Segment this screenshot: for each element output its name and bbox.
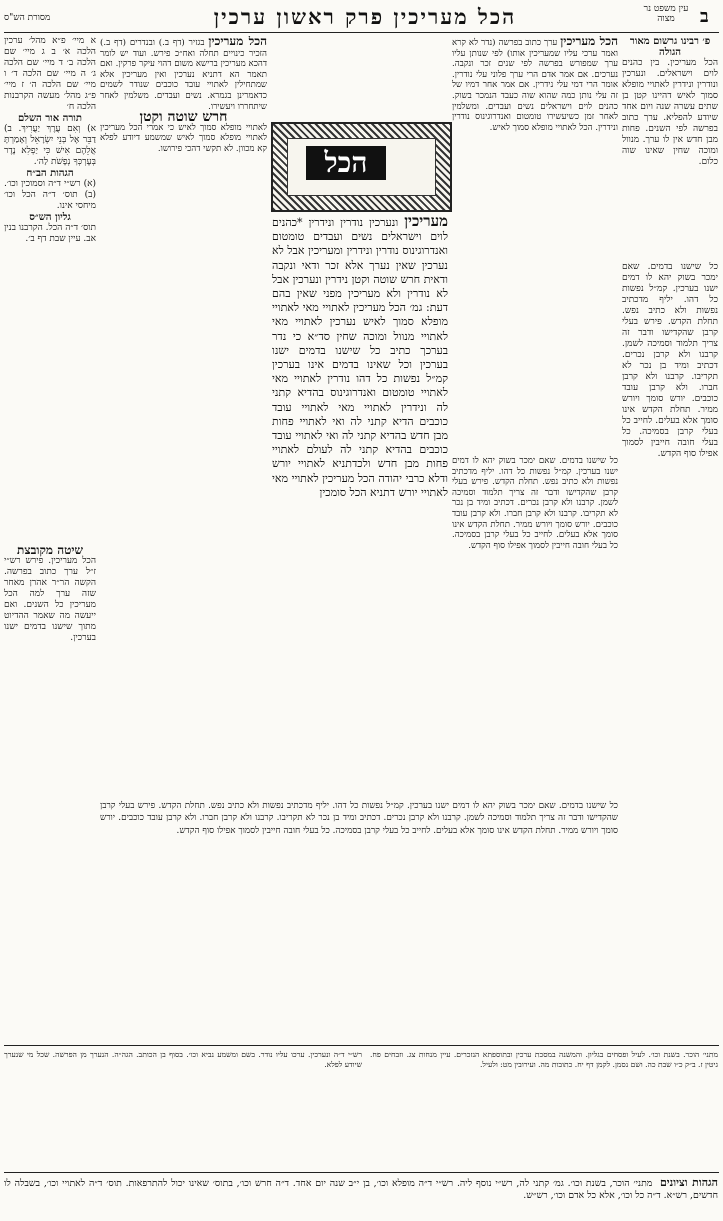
footnotes-right-text: מתני׳ הוכר. בשנת וכו׳. לעיל ופסחים בגליון. והמשנה במסכת ערכין ובתוספתא הנזכרים. עיין מנחות צג. וזבחים פח. גיטין ז. ב״ק כ״ו שבת כה. ושם נסמן. לקמן דף יח. כתובות מה. ועירובין מט: ולעיל. [370, 1050, 718, 1069]
hagahot-text: (א) רש״י ד״ה וסמוכין וכו׳. (ב) תוס׳ ד״ה הכל וכו׳ מיחסי אינו. [4, 179, 96, 211]
hagahot-bottom-label: הגהות וציונים [659, 1177, 718, 1189]
talmud-lead: מעריכין [404, 214, 448, 230]
hagahot-title: הגהות הב״ח [26, 168, 74, 179]
rashi-text: (נדר לא קרא ואמר ערכי עליו שמעריכין אותו) לפי שנותן עליו ערך שמפורש בפרשה לפי שנים זכר ונקבה. נערכים. אם אמר אדם הרי ערך פלוני עלי נודרין. אומר הרי דמי עלי נידרין. אם אמר אחר דמיו של זה עלי נותן כמה שהוא שוה כעבד הנמכר בשוק. כהנים לוים וישראלים נשים ועבדים. ומשלמין לאחר זמן כשיעשירו טומטום ואנדרוגינוס נודרין ונידרין. הכל לאתויי מופלא סמוך לאיש. [452, 38, 618, 133]
hagahot-bottom [4, 1177, 718, 1217]
rashi-lead: הכל מעריכין [560, 36, 618, 48]
footnote-rule [4, 1045, 719, 1046]
header-rule [4, 32, 719, 33]
opening-word: הכל [306, 146, 386, 180]
right-notes-continuation-text: כל שישנו בדמים. שאם ימכר בשוק יהא לו דמים ישנו בערכין. קמ״ל נפשות כל דהו. יליף מדכתיב נפשות ולא כתיב נפש. תחלת הקדש. פירש בעלי קרבן שהקדישו ודבר זה צריך תלמוד וסמיכה לשמן. קרבנו ולא קרבן נכרים. דכתיב ומיד בן נכר לא תקריבו. קרבנו ולא קרבן חברו. ולא קרבן עובד כוכבים. יורש סומך ויורש ממיר. תחלת הקדש אינו סומך אלא בעלים. לחייב כל בעלי קרבן בסמיכה. כל בעלי חובה חייבין לסמוך אפילו סוף הקדש. [622, 262, 718, 459]
gilyon-title: גליון הש״ס [29, 212, 71, 223]
rashi-column [452, 36, 618, 451]
right-notes [622, 36, 718, 256]
ein-mishpat-label: עין משפט נר מצוה [643, 4, 689, 24]
tosafot-text: בגזיר (דף ב.) ובנדרים (דף ב.) הזכיר כינויים תחלה ואח״כ פירש. ועוד יש לומר דהכא מעריכין ברישא משום דהוי עיקר פרקין. ואם תאמר הא דתניא נערכין ואין מעריכין אלא שמתחילין לאתויי עובד כוכבים שנודר לשמים כדאמרינן בגמרא. נשים ועבדים. משלמין לאחר שיתחררו ויעשירו. [100, 38, 267, 112]
bottom-rule [4, 1172, 719, 1173]
shita-text: הכל מעריכין. פירש רש״י ז״ל ערך כתוב בפרשה. הקשה הר״ר אהרן מאחר שזה ערך למה הכל מעריכין כל השנים. ואם ייעשה מה שאמר ההדיוט מתוך שישנו בדמים ישנו בערכין. [4, 556, 96, 643]
shita-title: שיטה מקובצת [17, 545, 83, 557]
page-number: ב [700, 6, 709, 27]
opening-word-ornament [271, 122, 452, 212]
rashi-title: ערך כתוב בפרשה [498, 38, 558, 48]
torah-or-title: תורה אור השלם [18, 113, 82, 124]
torah-or-text: א) וְאִם עֲרֶךְ יַעֲרִיךְ. ב) דַבֵּר אֶל בְּנֵי יִשְׂרָאֵל וְאָמַרְתָּ אֲלֵהֶם אִישׁ כִּי יַפְלִא נֶדֶר בְּעֶרְכְּךָ נְפָשֹׁת לַה׳. [4, 124, 96, 167]
mesoras-label: מסורת הש"ס [4, 13, 51, 23]
hagahot-bottom-text: מתני׳ הוכר, בשנת וכו׳. גמ׳ קתני לה, רש״י נוסף ליה. רש״י ד״ה מופלא וכו׳, בן י״ב שנה יום אחד. ד״ה חרש וכו׳, בתוס׳ שאינו יכול להתרפאות. תוס׳ ד״ה לאתויי וכו׳, בשבלה לו חדשים, רש״א. ד״ה כל וכו׳, אלא כל אדם וכו׳, רש״ש. [4, 1178, 718, 1201]
tosafot-lead: הכל מעריכין [208, 36, 267, 48]
right-notes-continuation [622, 262, 718, 1042]
page-header [0, 2, 723, 32]
rashi-continuation [452, 456, 618, 796]
right-notes-title: פ׳ רבינו גרשום מאור הגולה [629, 36, 711, 58]
ein-mishpat-entries: א מיי׳ פ״א מהל׳ ערכין הלכה א׳ ב ג מיי׳ שם הלכה ב׳ ד מיי׳ שם הלכה ג׳ ה מיי׳ שם הלכה ד׳ ו מיי׳ שם הלכה ה׳ ז מיי׳ פ״ג מהל׳ מעשה הקרבנות הלכה ח׳ [4, 36, 96, 112]
left-notes [4, 36, 96, 536]
footnotes-right [370, 1050, 718, 1168]
right-notes-text: הכל מעריכין. בין כהנים לוים וישראלים. ונערכין ונודרין ונידרין לאתויי מופלא סמוך לאיש דהיינו קטן בן שתים עשרה שנה ויום אחד שיודע להפליא. ערך כתוב בפרשה לפי השנים. פחות מבן חדש אין לו ערך. מנוול ומוכה שחין שאינו שוה כלום. [622, 58, 718, 167]
talmud-text [272, 214, 448, 794]
talmud-body: ונערכין נודרין ונידרין *כהנים לוים וישראלים נשים ועבדים טומטום ואנדרוגינוס נודרין ונידרין ומעריכין אבל לא נערכין שאין נערך אלא זכר ודאי ונקבה ודאית חרש שוטה וקטן נידרין ונערכין אבל לא נודרין ולא מעריכין מפני שאין בהם דעת: גמ׳ הכל מעריכין לאתויי מאי לאתויי מופלא סמוך לאיש נערכין לאתויי מאי לאתויי מנוול ומוכה שחין סד״א כי נדר בערכך כתיב כל שישנו בדמים ישנו בערכין וכל שאינו בדמים אינו בערכין קמ״ל נפשות כל דהו נודרין לאתויי מאי לאתויי טומטום ואנדרוגינוס בהדיא קתני לה ונידרין לאתויי מאי לאתויי עובד כוכבים הדיא קתני לה ואי לאתויי פחות מבן חדש בהדיא קתני לה ואי לאתויי עובד כוכבים בהדיא קתני לה לעולם לאתויי פחות מבן חדש ולכדתניא לאתויי יורש ודלא כרבי יהודה הכל מעריכין לאתויי מאי לאתויי יורש דתניא הכל סומכין [272, 216, 448, 499]
tosafot-text2: לאתויי מופלא סמוך לאיש כי אמרי הכל מעריכין לאתויי מופלא סמוך לאיש שמשמע דיודע לפלא קא מכוון. לא תקשי דהכי פירושו. [100, 122, 267, 154]
tosafot-column [100, 36, 267, 596]
rashi-continuation-text: כל שישנו בדמים. שאם ימכר בשוק יהא לו דמים ישנו בערכין. קמ״ל נפשות כל דהו. יליף מדכתיב נפשות ולא כתיב נפש. תחלת הקדש. פירש בעלי קרבן שהקדישו ודבר זה צריך תלמוד וסמיכה לשמן. קרבנו ולא קרבן נכרים. דכתיב ומיד בן נכר לא תקריבו. קרבנו ולא קרבן חברו. ולא קרבן עובד כוכבים. יורש סומך ויורש ממיר. תחלת הקדש אינו סומך אלא בעלים. לחייב כל בעלי קרבן בסמיכה. כל בעלי חובה חייבין לסמוך אפילו סוף הקדש. [452, 456, 618, 551]
shita-mekubetzet [4, 545, 96, 1045]
footnotes-left [4, 1050, 362, 1168]
page-title: הכל מעריכין פרק ראשון ערכין [213, 4, 517, 29]
tosafot-section: חרש שוטה וקטן [139, 109, 228, 126]
rashi-wide-text: כל שישנו בדמים. שאם ימכר בשוק יהא לו דמים ישנו בערכין. קמ״ל נפשות כל דהו. יליף מדכתיב נפשות ולא כתיב נפש. תחלת הקדש. פירש בעלי קרבן שהקדישו ודבר זה צריך תלמוד וסמיכה לשמן. קרבנו ולא קרבן נכרים. דכתיב ומיד בן נכר לא תקריבו. קרבנו ולא קרבן חברו. ולא קרבן עובד כוכבים. יורש סומך ויורש ממיר. תחלת הקדש אינו סומך אלא בעלים. לחייב כל בעלי קרבן בסמיכה. כל בעלי חובה חייבין לסמוך אפילו סוף הקדש. [100, 801, 618, 836]
footnotes-left-text: רש״י ד״ה ונערכין. ערכו עליו נודר. בשם ומשמע נביא וכו׳. בסוף בן הכותב. הגה״ה. הנערך מן הפרשה. שכל מי שנערך שיודע לפלא. [4, 1050, 362, 1069]
gilyon-text: תוס׳ ד״ה הכל. הקרבנו בנין אב. עיין שבת דף ב׳. [4, 223, 96, 244]
rashi-wide-block [100, 800, 618, 1040]
